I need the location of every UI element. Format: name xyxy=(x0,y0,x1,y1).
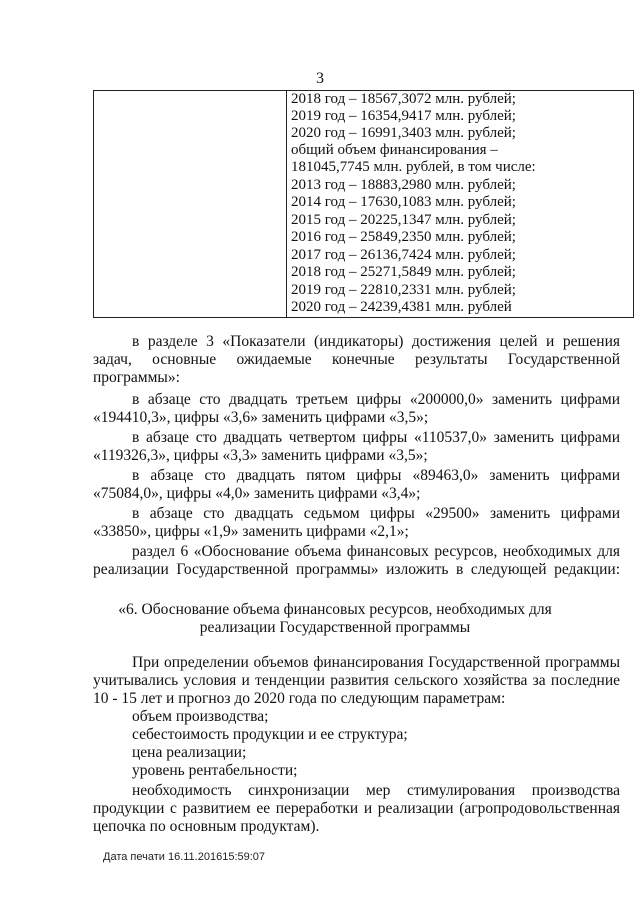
table-line: 2018 год – 18567,3072 млн. рублей; xyxy=(291,91,516,107)
body-line: «75084,0», цифры «4,0» заменить цифрами «3,4»; xyxy=(93,485,421,502)
section-heading-line: «6. Обоснование объема финансовых ресурсов, необходимых для xyxy=(118,601,552,618)
body-line: реализации Государственной программы» изложить в следующей редакции: xyxy=(93,561,620,578)
section-line: 10 - 15 лет и прогноз до 2020 года по следующим параметрам: xyxy=(93,690,506,707)
financing-table xyxy=(93,90,634,318)
section-line: продукции с развитием ее переработки и реализации (агропродовольственная xyxy=(93,800,620,817)
body-line: в абзаце сто двадцать седьмом цифры «29500» заменить цифрами xyxy=(132,505,620,522)
section-line: объем производства; xyxy=(132,708,269,725)
body-line: раздел 6 «Обоснование объема финансовых ресурсов, необходимых для xyxy=(132,543,620,560)
body-line: в абзаце сто двадцать четвертом цифры «110537,0» заменить цифрами xyxy=(132,429,620,446)
table-line: 2019 год – 16354,9417 млн. рублей; xyxy=(291,108,516,124)
section-line: уровень рентабельности; xyxy=(132,762,298,779)
body-line: задач, основные ожидаемые конечные результаты Государственной xyxy=(93,351,620,368)
section-line: учитывались условия и тенденции развития сельского хозяйства за последние xyxy=(93,672,620,689)
body-line: в абзаце сто двадцать пятом цифры «89463,0» заменить цифрами xyxy=(132,467,620,484)
table-line: общий объем финансирования – xyxy=(291,142,498,158)
table-line: 2017 год – 26136,7424 млн. рублей; xyxy=(291,247,516,263)
body-line: «194410,3», цифры «3,6» заменить цифрами «3,5»; xyxy=(93,409,429,426)
table-line: 2019 год – 22810,2331 млн. рублей; xyxy=(291,282,516,298)
print-date-footer: Дата печати 16.11.201615:59:07 xyxy=(103,851,266,863)
section-line: себестоимость продукции и ее структура; xyxy=(132,726,408,743)
section-line: цепочка по основным продуктам). xyxy=(93,818,320,835)
body-line: программы»: xyxy=(93,369,180,386)
section-line: При определении объемов финансирования Государственной программы xyxy=(132,654,620,671)
section-line: цена реализации; xyxy=(132,744,247,761)
body-line: «119326,3», цифры «3,3» заменить цифрами «3,5»; xyxy=(93,447,428,464)
table-line: 2020 год – 16991,3403 млн. рублей; xyxy=(291,125,516,141)
table-line: 2016 год – 25849,2350 млн. рублей; xyxy=(291,229,516,245)
body-line: «33850», цифры «1,9» заменить цифрами «2,1»; xyxy=(93,523,409,540)
table-line: 2018 год – 25271,5849 млн. рублей; xyxy=(291,264,516,280)
table-line: 2014 год – 17630,1083 млн. рублей; xyxy=(291,194,516,210)
table-line: 2013 год – 18883,2980 млн. рублей; xyxy=(291,177,516,193)
body-line: в абзаце сто двадцать третьем цифры «200000,0» заменить цифрами xyxy=(132,391,620,408)
table-left-cell xyxy=(94,91,287,317)
table-line: 2020 год – 24239,4381 млн. рублей xyxy=(291,299,512,315)
section-line: необходимость синхронизации мер стимулирования производства xyxy=(132,782,620,799)
table-line: 181045,7745 млн. рублей, в том числе: xyxy=(291,159,536,175)
table-line: 2015 год – 20225,1347 млн. рублей; xyxy=(291,212,516,228)
page-number: 3 xyxy=(316,70,324,87)
section-heading-line: реализации Государственной программы xyxy=(199,619,471,636)
body-line: в разделе 3 «Показатели (индикаторы) достижения целей и решения xyxy=(132,333,620,350)
table-right-cell xyxy=(287,91,633,317)
